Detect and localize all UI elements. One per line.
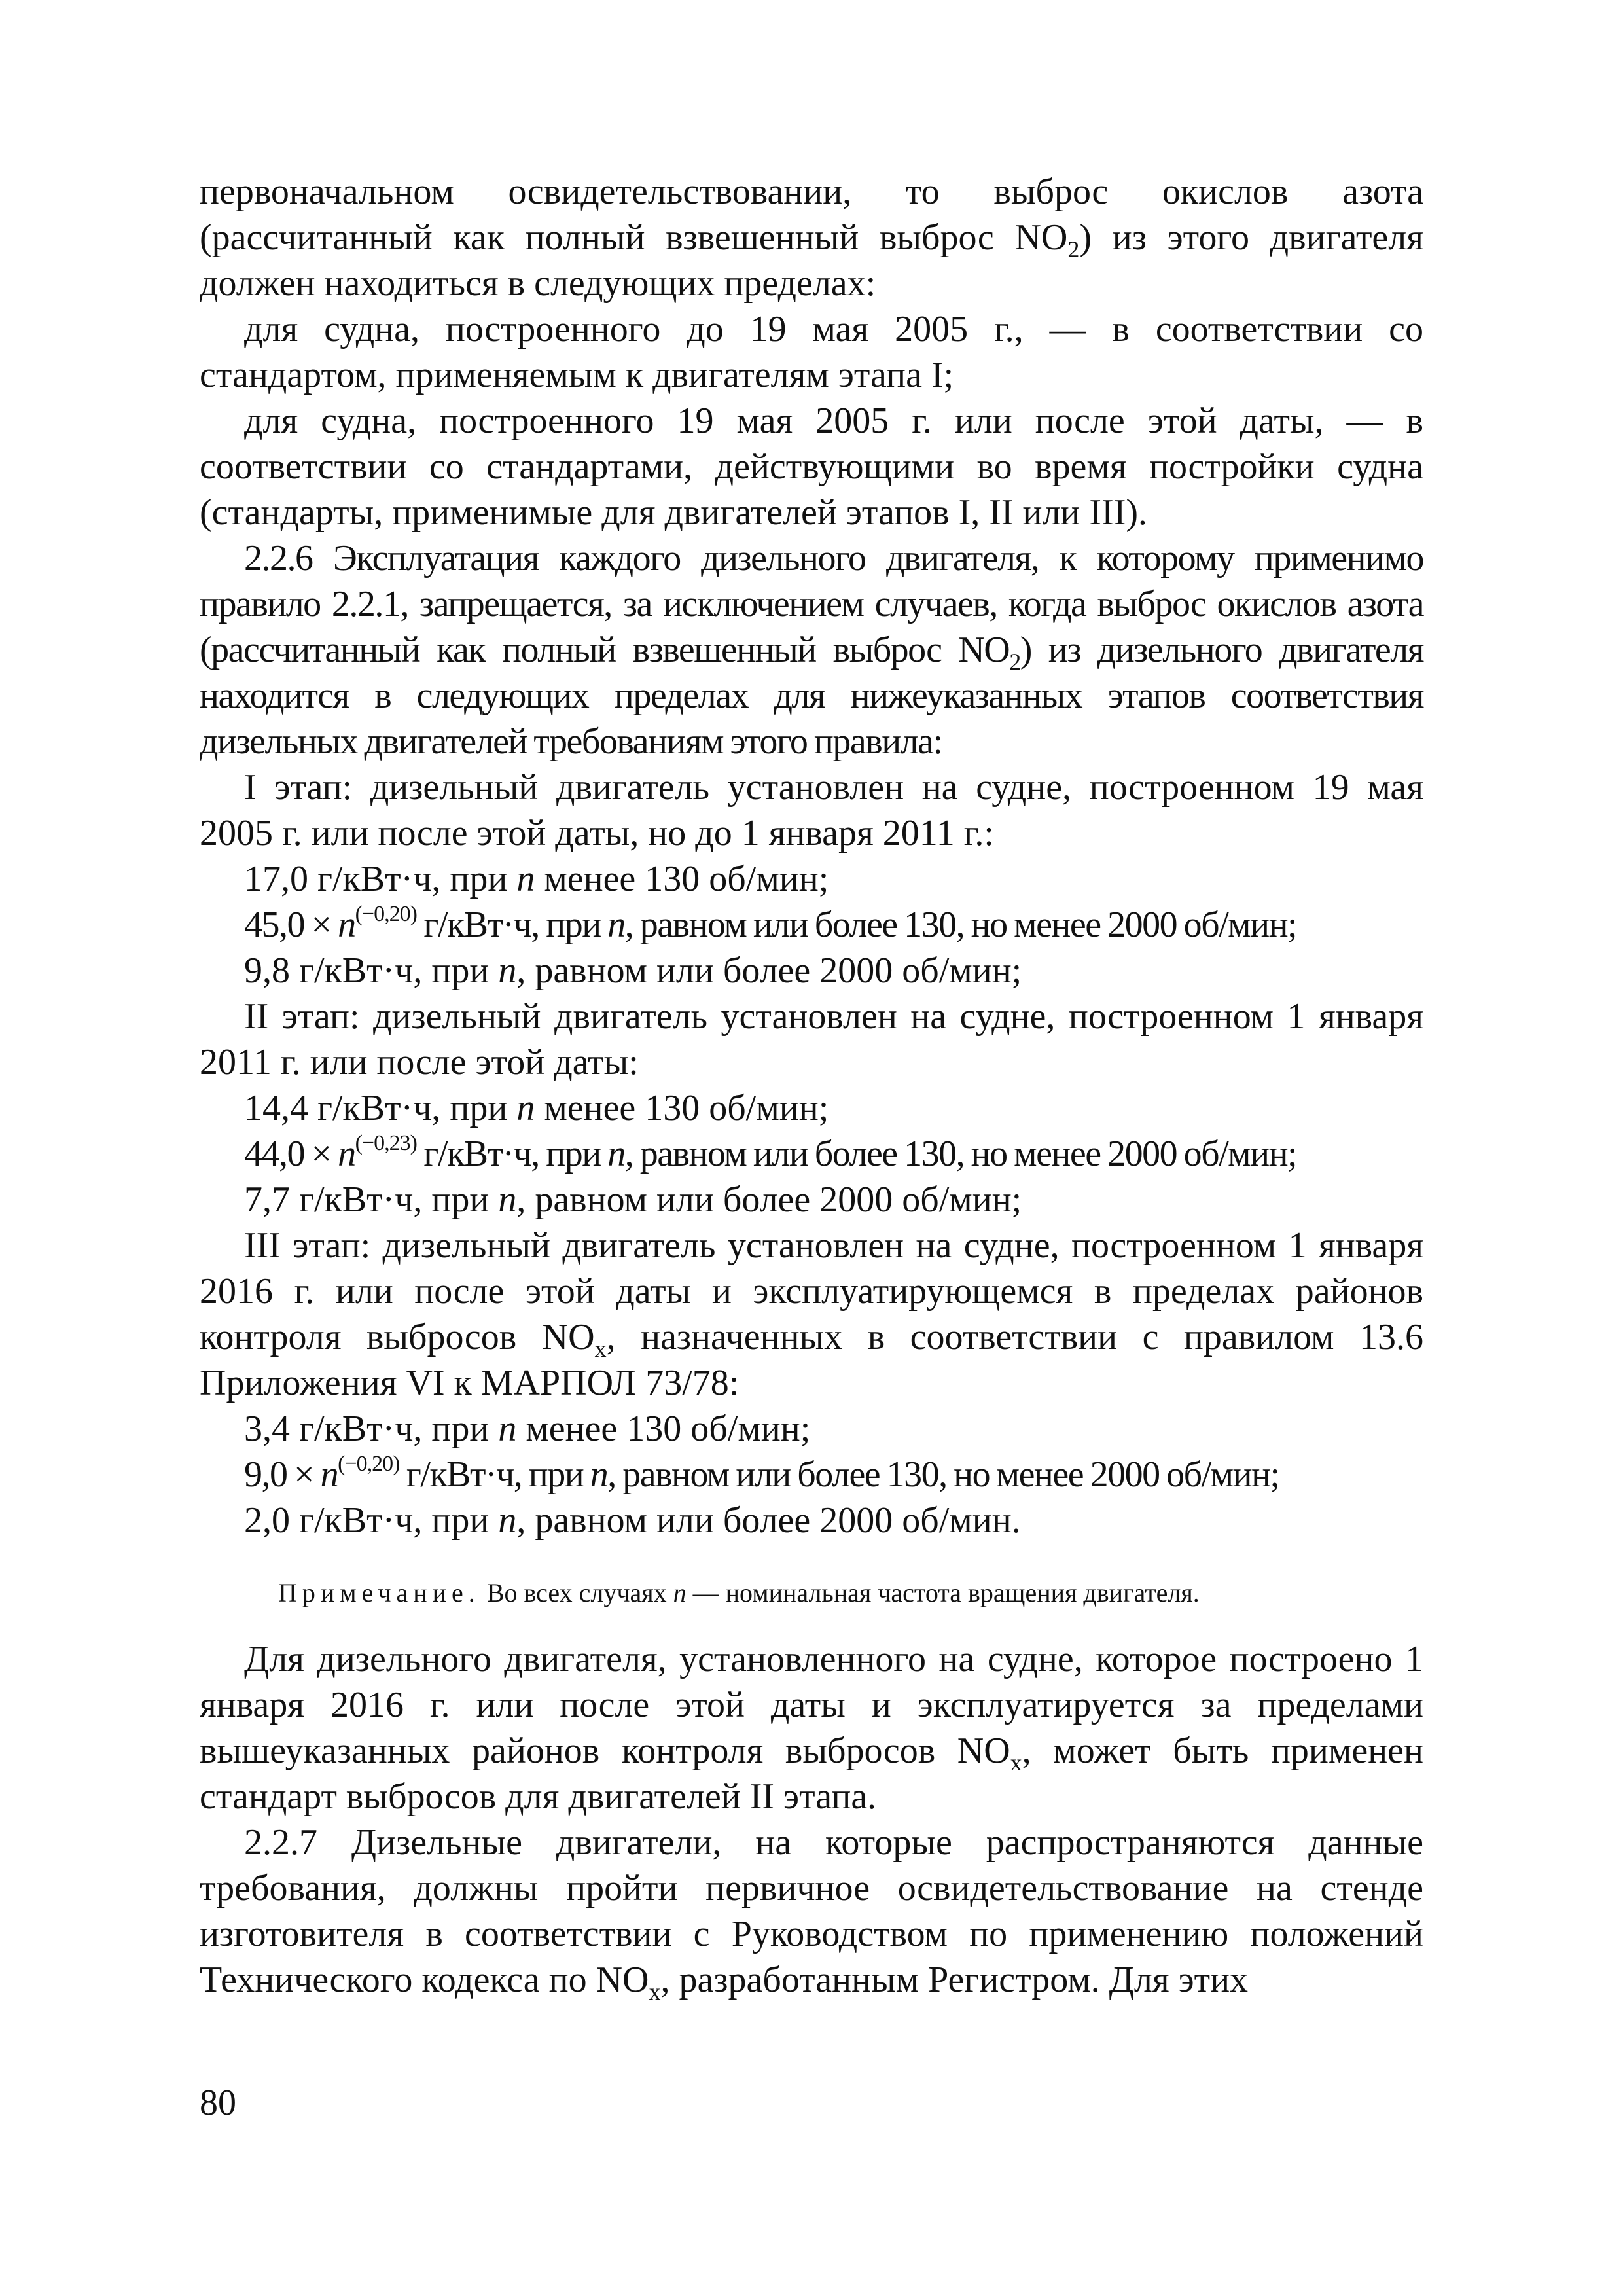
paragraph: Для дизельного двигателя, установленного на судне, которое построено 1 января 2016 г. или после этой даты и эксплуатируется за пределами вышеуказанных районов контроля выбросов $NO_x$, может быть применен стандарт выбросов для двигателей II этапа. (200, 1639, 1423, 1817)
paragraph: для судна, построенного 19 мая 2005 г. или после этой даты, — в соответствии со стандартами, действующими во время постройки судна (стандарты, применимые для двигателей этапов I, II или III). (200, 401, 1423, 533)
stage-1-heading: I этап: дизельный двигатель установлен на судне, построенном 19 мая 2005 г. или после этой даты, но до 1 января 2011 г.: (200, 767, 1423, 853)
note: Примечание. Во всех случаях n — номинальная частота вращения двигателя. (278, 1578, 1200, 1607)
paragraph: первоначальном освидетельствовании, то выброс окислов азота (рассчитанный как полный взвешенный выброс $NO_2$) из этого двигателя должен находиться в следующих пределах: (200, 171, 1423, 304)
limit-formula: 7,7 г/кВт·ч, при n, равном или более 2000 об/мин; (244, 1179, 1022, 1220)
paragraph-2-2-7: 2.2.7 Дизельные двигатели, на которые распространяются данные требования, должны пройти первичное освидетельствование на стенде изготовителя в соответствии с Руководством по применению положений Технического кодекса по $NO_x$, разработанным Регистром. Для этих (200, 1822, 1423, 2005)
paragraph-2-2-6: 2.2.6 Эксплуатация каждого дизельного двигателя, к которому применимо правило 2.2.1, запрещается, за исключением случаев, когда выброс окислов азота (рассчитанный как полный взвешенный выброс $NO_2$) из дизельного двигателя находится в следующих пределах для нижеуказанных этапов соответствия дизельных двигателей требованиям этого правила: (200, 538, 1423, 762)
limit-formula: $45,0 \times n^{(-0,20)}$ г/кВт·ч, при n, равном или более 130, но менее 2000 об/мин; (244, 902, 1297, 945)
note-label: Примечание. (278, 1578, 480, 1607)
page-number: 80 (200, 2083, 236, 2123)
body-text (200, 169, 1423, 2003)
paragraph: для судна, построенного до 19 мая 2005 г., — в соответствии со стандартом, применяемым к двигателям этапа I; (200, 309, 1423, 395)
limit-formula: 3,4 г/кВт·ч, при n менее 130 об/мин; (244, 1408, 811, 1449)
limit-formula: $9,0 \times n^{(-0,20)}$ г/кВт·ч, при n, равном или более 130, но менее 2000 об/мин; (244, 1452, 1279, 1495)
limit-formula: 17,0 г/кВт·ч, при n менее 130 об/мин; (244, 859, 829, 899)
stage-2-heading: II этап: дизельный двигатель установлен на судне, построенном 1 января 2011 г. или после этой даты: (200, 996, 1423, 1083)
stage-3-heading: III этап: дизельный двигатель установлен на судне, построенном 1 января 2016 г. или после этой даты и эксплуатирующемся в пределах районов контроля выбросов $NO_x$, назначенных в соответствии с правилом 13.6 Приложения VI к МАРПОЛ 73/78: (200, 1225, 1423, 1403)
limit-formula: 14,4 г/кВт·ч, при n менее 130 об/мин; (244, 1088, 829, 1128)
limit-formula: 9,8 г/кВт·ч, при n, равном или более 2000 об/мин; (244, 950, 1022, 991)
limit-formula: $44,0 \times n^{(-0,23)}$ г/кВт·ч, при n, равном или более 130, но менее 2000 об/мин; (244, 1131, 1297, 1174)
limit-formula: 2,0 г/кВт·ч, при n, равном или более 2000 об/мин. (244, 1500, 1021, 1541)
